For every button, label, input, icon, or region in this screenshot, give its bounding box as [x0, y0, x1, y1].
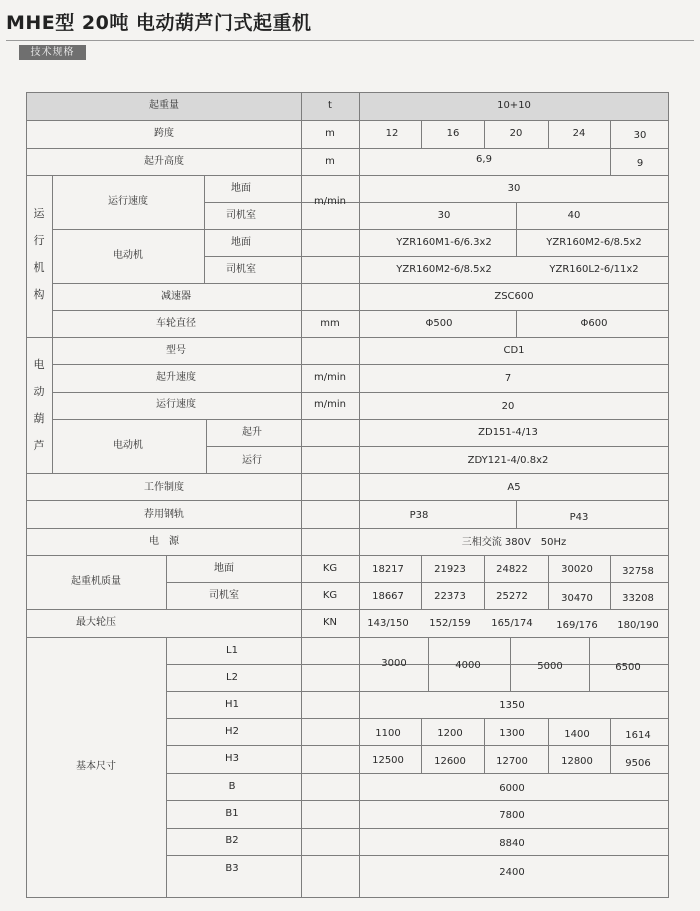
duty-value: A5 [507, 482, 521, 493]
basic-dimensions-label: 基本尺寸 [76, 761, 116, 772]
crane-mass-ground-value: 30020 [561, 564, 593, 575]
dim-b1-value: 7800 [499, 810, 525, 821]
reducer-value: ZSC600 [494, 291, 534, 302]
dim-h2-value: 1100 [375, 728, 401, 739]
span-label: 跨度 [154, 128, 174, 139]
power-label: 电 源 [149, 536, 179, 547]
spec-table [26, 92, 669, 898]
dim-b-value: 6000 [499, 783, 525, 794]
dim-h1-value: 1350 [499, 700, 525, 711]
dim-label-h3: H3 [225, 753, 239, 764]
wheel-diameter-value: Φ600 [580, 318, 608, 329]
section-badge: 技术规格 [19, 45, 86, 60]
travel-motor-ground-value: YZR160M2-6/8.5x2 [546, 237, 642, 248]
max-wheel-load-value: 169/176 [556, 620, 598, 631]
lift-height-label: 起升高度 [144, 156, 184, 167]
group-electric-hoist: 电动葫芦 [33, 358, 45, 452]
dim-h2-value: 1400 [564, 729, 590, 740]
capacity-value: 10+10 [497, 100, 531, 111]
wheel-diameter-value: Φ500 [425, 318, 453, 329]
max-wheel-load-value: 143/150 [367, 618, 409, 629]
hoist-model-label: 型号 [166, 345, 186, 356]
span-value: 16 [446, 128, 460, 139]
duty-label: 工作制度 [144, 482, 184, 493]
dim-label-b2: B2 [225, 835, 239, 846]
travel-motor-ground-label: 地面 [231, 237, 251, 248]
rail-label: 荐用钢轨 [144, 509, 184, 520]
dim-label-h1: H1 [225, 699, 239, 710]
page-title: MHE型 20吨 电动葫芦门式起重机 [6, 12, 312, 34]
dim-label-h2: H2 [225, 726, 239, 737]
max-wheel-load-value: 165/174 [491, 618, 533, 629]
lift-height-value: 9 [636, 158, 644, 169]
dim-h3-value: 12600 [434, 756, 466, 767]
dim-l-value: 4000 [455, 660, 481, 671]
lift-height-unit: m [325, 156, 335, 167]
span-value: 30 [633, 130, 647, 141]
dim-label-b3: B3 [225, 863, 239, 874]
span-value: 24 [572, 128, 586, 139]
travel-speed-unit: m/min [314, 196, 346, 207]
hoist-travel-speed-value: 20 [501, 401, 515, 412]
rail-value: P43 [569, 512, 589, 523]
wheel-diameter-unit: mm [320, 318, 340, 329]
travel-speed-label: 运行速度 [108, 196, 148, 207]
capacity-unit: t [328, 100, 332, 111]
dim-h3-value: 12500 [372, 755, 404, 766]
crane-mass-cab-label: 司机室 [209, 590, 239, 601]
dim-label-b: B [228, 781, 236, 792]
crane-mass-unit: KG [322, 563, 338, 574]
crane-mass-label: 起重机质量 [71, 576, 121, 587]
hoist-travel-speed-unit: m/min [314, 399, 346, 410]
crane-mass-cab-value: 22373 [434, 591, 466, 602]
span-value: 20 [509, 128, 523, 139]
max-wheel-load-label: 最大轮压 [76, 617, 116, 628]
title-divider [6, 40, 694, 41]
travel-motor-cab-value: YZR160M2-6/8.5x2 [396, 264, 492, 275]
span-value: 12 [385, 128, 399, 139]
travel-motor-cab-value: YZR160L2-6/11x2 [549, 264, 639, 275]
travel-speed-ground-value: 30 [507, 183, 521, 194]
crane-mass-ground-label: 地面 [214, 563, 234, 574]
dim-l-value: 5000 [537, 661, 563, 672]
hoist-lift-speed-label: 起升速度 [156, 372, 196, 383]
crane-mass-cab-value: 30470 [561, 593, 593, 604]
travel-motor-cab-label: 司机室 [226, 264, 256, 275]
crane-mass-unit: KG [322, 590, 338, 601]
travel-motor-label: 电动机 [113, 250, 143, 261]
crane-mass-ground-value: 18217 [372, 564, 404, 575]
crane-mass-ground-value: 32758 [622, 566, 654, 577]
dim-l-value: 3000 [381, 658, 407, 669]
hoist-motor-travel-label: 运行 [242, 455, 262, 466]
power-value: 三相交流 380V 50Hz [461, 537, 567, 548]
hoist-lift-speed-value: 7 [504, 373, 512, 384]
span-unit: m [325, 128, 335, 139]
hoist-motor-lift-value: ZD151-4/13 [478, 427, 538, 438]
hoist-motor-lift-label: 起升 [242, 427, 262, 438]
crane-mass-ground-value: 24822 [496, 564, 528, 575]
capacity-label: 起重量 [149, 100, 179, 111]
wheel-diameter-label: 车轮直径 [156, 318, 196, 329]
reducer-label: 减速器 [161, 291, 191, 302]
lift-height-value: 6,9 [476, 154, 492, 165]
rail-value: P38 [409, 510, 429, 521]
hoist-travel-speed-label: 运行速度 [156, 399, 196, 410]
travel-motor-ground-value: YZR160M1-6/6.3x2 [396, 237, 492, 248]
travel-speed-ground-label: 地面 [231, 183, 251, 194]
hoist-model-value: CD1 [503, 345, 525, 356]
group-travel-mechanism: 运行机构 [33, 207, 45, 301]
dim-label-l1: L1 [226, 645, 238, 656]
hoist-motor-travel-value: ZDY121-4/0.8x2 [467, 455, 549, 466]
max-wheel-load-value: 152/159 [429, 618, 471, 629]
dim-h2-value: 1614 [625, 730, 651, 741]
hoist-lift-speed-unit: m/min [314, 372, 346, 383]
travel-speed-cab-value: 40 [567, 210, 581, 221]
hoist-motor-label: 电动机 [113, 440, 143, 451]
dim-h3-value: 12700 [496, 756, 528, 767]
dim-h2-value: 1300 [499, 728, 525, 739]
max-wheel-load-unit: KN [322, 617, 338, 628]
travel-speed-cab-value: 30 [437, 210, 451, 221]
crane-mass-cab-value: 33208 [622, 593, 654, 604]
max-wheel-load-value: 180/190 [617, 620, 659, 631]
dim-b3-value: 2400 [499, 867, 525, 878]
dim-h3-value: 12800 [561, 756, 593, 767]
dim-label-l2: L2 [226, 672, 238, 683]
crane-mass-cab-value: 18667 [372, 591, 404, 602]
dim-l-value: 6500 [615, 662, 641, 673]
dim-h3-value: 9506 [625, 758, 651, 769]
dim-h2-value: 1200 [437, 728, 463, 739]
dim-label-b1: B1 [225, 808, 239, 819]
crane-mass-cab-value: 25272 [496, 591, 528, 602]
crane-mass-ground-value: 21923 [434, 564, 466, 575]
travel-speed-cab-label: 司机室 [226, 210, 256, 221]
dim-b2-value: 8840 [499, 838, 525, 849]
